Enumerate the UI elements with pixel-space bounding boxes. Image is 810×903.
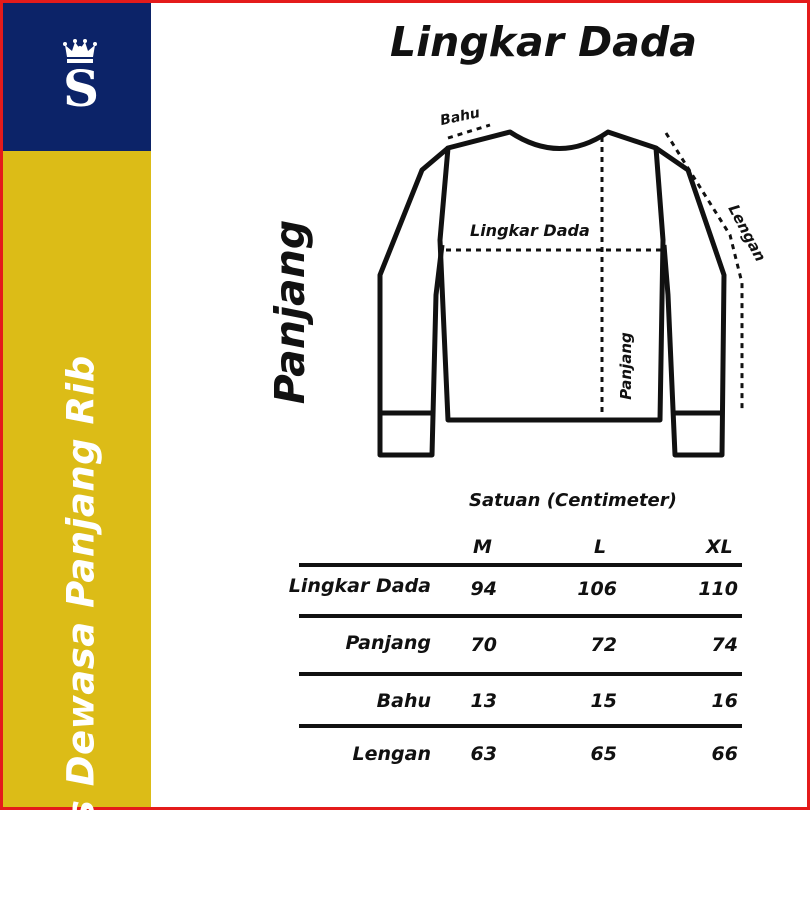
table-cell: 63: [470, 743, 497, 765]
row-label: Lengan: [352, 743, 431, 765]
table-cell: 13: [470, 690, 497, 712]
table-cell: 65: [590, 743, 617, 765]
table-cell: 16: [711, 690, 738, 712]
page-title: Lingkar Dada: [390, 18, 697, 66]
sleeve-measure-line: [666, 133, 742, 410]
product-title: Kaos Dewasa Panjang Rib: [59, 355, 103, 903]
table-cell: 110: [698, 578, 738, 600]
row-label: Bahu: [376, 690, 431, 712]
table-cell: 66: [711, 743, 738, 765]
table-cell: 106: [577, 578, 617, 600]
brand-block: [3, 3, 151, 151]
table-cell: 70: [470, 634, 497, 656]
table-divider: [299, 563, 742, 567]
size-header-xl: XL: [706, 536, 733, 558]
row-label: Panjang: [345, 632, 431, 654]
side-label: Panjang: [266, 219, 314, 405]
unit-label: Satuan (Centimeter): [469, 490, 677, 511]
table-divider: [299, 672, 742, 676]
table-divider: [299, 614, 742, 618]
shoulder-measure-line: [448, 125, 490, 138]
diagram-label-lengan: Lengan: [724, 201, 770, 265]
diagram-label-bahu: Bahu: [438, 105, 482, 129]
row-label: Lingkar Dada: [288, 575, 431, 597]
diagram-label-lingkar-dada: Lingkar Dada: [470, 221, 590, 240]
table-cell: 94: [470, 578, 497, 600]
right-sleeve-outline: [656, 148, 724, 455]
table-cell: 15: [590, 690, 617, 712]
size-header-m: M: [473, 536, 492, 558]
brand-logo-letter: S: [62, 59, 100, 118]
sidebar-band: [3, 151, 151, 903]
table-divider: [299, 724, 742, 728]
table-cell: 72: [590, 634, 617, 656]
left-sleeve-outline: [380, 148, 448, 455]
table-cell: 74: [711, 634, 738, 656]
shirt-diagram: [370, 95, 780, 475]
diagram-label-panjang: Panjang: [617, 332, 635, 400]
size-header-l: L: [594, 536, 607, 558]
